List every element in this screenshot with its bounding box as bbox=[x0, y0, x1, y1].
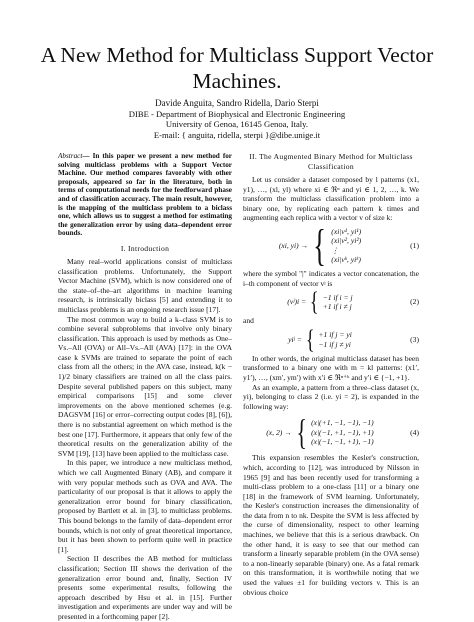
author-names: Davide Anguita, Sandro Ridella, Dario Sterpi bbox=[155, 98, 319, 108]
section-heading-augmented-binary: II. The Augmented Binary Method for Multiclass Classification bbox=[249, 152, 413, 171]
equation-3-lhs: yiʲ = bbox=[288, 334, 302, 344]
affiliation-university: University of Genoa, 16145 Genoa, Italy. bbox=[165, 119, 309, 130]
equation-2 bbox=[243, 287, 419, 317]
equation-1-row: (xi|vᵏ, yiᵏ) bbox=[331, 255, 361, 265]
abstract bbox=[58, 152, 232, 238]
equation-4-row: (x|(−1, +1, −1), +1) bbox=[311, 427, 374, 437]
equation-3-row: −1 if j ≠ yi bbox=[318, 339, 351, 349]
equation-4-row: (x|(+1, −1, −1), −1) bbox=[311, 418, 374, 428]
equation-1-cases bbox=[331, 227, 361, 265]
equation-1-lhs: (xi, yi) → bbox=[278, 241, 309, 251]
equation-2-row: +1 if i ≠ j bbox=[322, 302, 352, 312]
equation-2-lhs: (vʲ)i = bbox=[287, 297, 307, 307]
equation-2-row: −1 if i = j bbox=[322, 292, 353, 302]
method-paragraph-1: Let us consider a dataset composed by l patterns (x1, y1), …, (xl, yl) where xi ∈ ℜⁿ and yi ∈ 1, 2, …, k. We transform the multiclass classification problem into a binary one, by replicating each pattern k times and augmenting each replica with a vector v of size k: bbox=[243, 175, 419, 223]
equation-3-row: +1 if j = yi bbox=[318, 330, 352, 340]
equation-1 bbox=[243, 220, 419, 270]
affiliation-department: DIBE - Department of Biophysical and Electronic Engineering bbox=[128, 108, 346, 119]
left-brace-icon: { bbox=[309, 287, 319, 317]
left-brace-icon: { bbox=[296, 412, 307, 453]
intro-paragraph-2: The most common way to build a k–class SVM is to combine several subproblems that involve only binary classification. This approach is used by methods as One–Vs.–All (OVA) or All–Vs.–All (AVA) [17]: in the OVA case k SVMs are trained to separate the point of each class from all the others; in the AVA case, instead, k(k − 1)/2 binary classifiers are trained on all the class pairs. Despite several published papers on this subject, many empirical comparisons [15] and some clever improvements on the above mentioned schemes (e.g. DAGSVM [16] or error–correcting output codes [8], [6]), there is no substantial agreement on which method is the best one [17]. Furthermore, it appears that only few of the theoretical results on the generalization ability of the SVM [19], [13] have been applied to the multiclass case. bbox=[58, 314, 232, 458]
equation-4-row: (x|(−1, −1, +1), −1) bbox=[311, 437, 374, 447]
paper-title: A New Method for Multiclass Support Vector Machines. bbox=[40, 43, 434, 93]
method-paragraph-5: This expansion resembles the Kesler's construction, which, according to [12], was introduced by Nilsson in 1965 [9] and has been recently used for transforming a multi-class problem to a one-class [11] or a binary one [18] in the framework of SVM learning. Unfortunately, the Kesler's construction increases the dimensionality of the data from n to nk. Despite the SVM is less affected by the curse of dimensionality, respect to other learning machines, we believe that this is a serious drawback. On the other hand, it is easy to see that our method can transform a linearly separable problem (in the OVA sense) to a non-linearly separable (binary) one. As a fatal remark on this transformation, it is worthwhile noting that we used the values ±1 for building vectors v. This is an obvious choice bbox=[243, 453, 419, 597]
equation-1-row: (xi|v², yi²) bbox=[331, 236, 362, 246]
equation-1-number: (1) bbox=[410, 241, 419, 251]
intro-paragraph-3: In this paper, we introduce a new multiclass method, which we call Augmented Binary (AB), and compare it with very popular methods such as OVA and AVA. The particularity of our proposal is that it allows to apply the generalization error bound for binary classification, proposed by Bartlett et al. in [3], to multiclass problems. This bound belongs to the family of data–dependent error bounds, which is not only of great theoretical importance, but it has been shown to perform quite well in practice [1]. bbox=[58, 458, 232, 554]
equation-3 bbox=[243, 324, 419, 354]
and-connector: and bbox=[243, 316, 254, 326]
method-paragraph-3: In other words, the original multiclass dataset has been transformed to a binary one with m = kl patterns: (x1′, y1′), …, (xm′, ym′) with x′i ∈ ℜⁿ⁺ᵏ and y′i ∈ {−1, +1}. bbox=[243, 353, 419, 382]
equation-3-cases bbox=[318, 330, 351, 349]
equation-4-lhs: (x, 2) → bbox=[266, 427, 292, 437]
author-email: E-mail: { anguita, ridella, sterpi }@dibe.unige.it bbox=[153, 129, 321, 140]
left-brace-icon: { bbox=[313, 220, 327, 270]
abstract-text: — In this paper we present a new method for solving multiclass problems with a Support Vector Machine. Our method compares favorably with other proposals, appeared so far in the literature, both in terms of computational needs for the feedforward phase and of classification accuracy. The main result, however, is the mapping of the multiclass problem to a biclass one, which allows us to suggest a method for estimating the generalization error by using data–dependent error bounds. bbox=[58, 152, 232, 238]
equation-2-number: (2) bbox=[410, 297, 419, 307]
left-column bbox=[58, 152, 232, 622]
equation-3-number: (3) bbox=[410, 334, 419, 344]
intro-paragraph-1: Many real–world applications consist of multiclass classification problems. Unfortunately, the Support Vector Machine (SVM), which is now considered one of the state–of–the–art algorithms in machine learning research, is intrinsically biclass [5] and extending it to multiclass problems is an ongoing research issue [17]. bbox=[58, 256, 232, 314]
author-block bbox=[20, 98, 454, 140]
section-heading-introduction: I. Introduction bbox=[120, 243, 170, 253]
left-brace-icon: { bbox=[305, 324, 315, 354]
right-column bbox=[243, 152, 419, 597]
method-paragraph-4: As an example, a pattern from a three–class dataset (x, yi), belonging to class 2 (i.e. yi = 2), is expanded in the following way: bbox=[243, 382, 419, 411]
equation-4-number: (4) bbox=[410, 427, 419, 437]
equation-4-cases bbox=[311, 418, 374, 447]
equation-2-cases bbox=[323, 293, 353, 312]
abstract-lead: Abstract bbox=[58, 152, 83, 160]
equation-1-row: (xi|v¹, yi¹) bbox=[331, 226, 362, 236]
equation-1-row: ⋮ bbox=[331, 245, 339, 255]
method-paragraph-2: where the symbol "|" indicates a vector concatenation, the i–th component of vector vʲ is bbox=[243, 268, 419, 288]
intro-paragraph-4: Section II describes the AB method for multiclass classification; Section III shows the derivation of the generalization error bound and, finally, Section IV presents some experimental results, following the approach described by Hsu et al. in [15]. Further investigation and experiments are under way and will be presented in a forthcoming paper [2]. bbox=[58, 554, 232, 621]
equation-4 bbox=[243, 412, 419, 453]
